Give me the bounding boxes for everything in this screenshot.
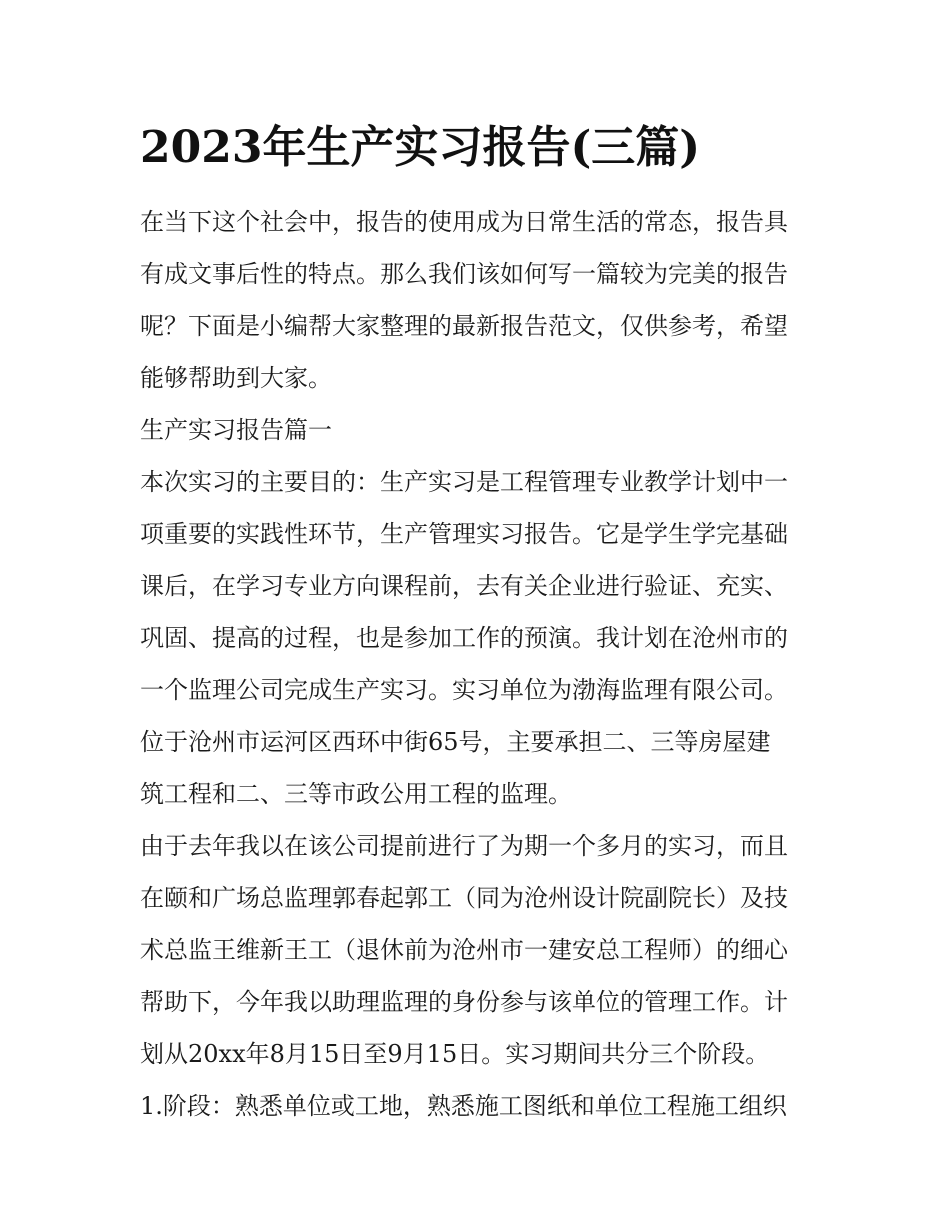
paragraph-1-line-5: 一个监理公司完成生产实习。实习单位为渤海监理有限公司。 xyxy=(140,676,788,704)
paragraph-1-line-7: 筑工程和二、三等市政公用工程的监理。 xyxy=(140,780,572,808)
intro-line-1: 在当下这个社会中，报告的使用成为日常生活的常态，报告具 xyxy=(140,208,788,236)
paragraph-3-line-1: 1.阶段：熟悉单位或工地，熟悉施工图纸和单位工程施工组织 xyxy=(140,1092,787,1120)
paragraph-1-line-2: 项重要的实践性环节，生产管理实习报告。它是学生学完基础 xyxy=(140,520,788,548)
intro-line-4: 能够帮助到大家。 xyxy=(140,364,332,392)
paragraph-1-line-4: 巩固、提高的过程，也是参加工作的预演。我计划在沧州市的 xyxy=(140,624,788,652)
document-title: 2023年生产实习报告(三篇) xyxy=(140,122,701,173)
paragraph-2-line-2: 在颐和广场总监理郭春起郭工（同为沧州设计院副院长）及技 xyxy=(140,884,788,912)
paragraph-1-line-6: 位于沧州市运河区西环中街65号，主要承担二、三等房屋建 xyxy=(140,728,771,756)
section-heading: 生产实习报告篇一 xyxy=(140,416,332,444)
paragraph-1-line-3: 课后，在学习专业方向课程前，去有关企业进行验证、充实、 xyxy=(140,572,788,600)
intro-line-2: 有成文事后性的特点。那么我们该如何写一篇较为完美的报告 xyxy=(140,260,788,288)
paragraph-2-line-1: 由于去年我以在该公司提前进行了为期一个多月的实习，而且 xyxy=(140,832,788,860)
paragraph-2-line-3: 术总监王维新王工（退休前为沧州市一建安总工程师）的细心 xyxy=(140,936,788,964)
paragraph-2-line-4: 帮助下，今年我以助理监理的身份参与该单位的管理工作。计 xyxy=(140,988,788,1016)
intro-line-3: 呢？下面是小编帮大家整理的最新报告范文，仅供参考，希望 xyxy=(140,312,788,340)
paragraph-2-line-5: 划从20xx年8月15日至9月15日。实习期间共分三个阶段。 xyxy=(140,1040,770,1068)
paragraph-1-line-1: 本次实习的主要目的：生产实习是工程管理专业教学计划中一 xyxy=(140,468,788,496)
document-body xyxy=(140,196,820,1132)
